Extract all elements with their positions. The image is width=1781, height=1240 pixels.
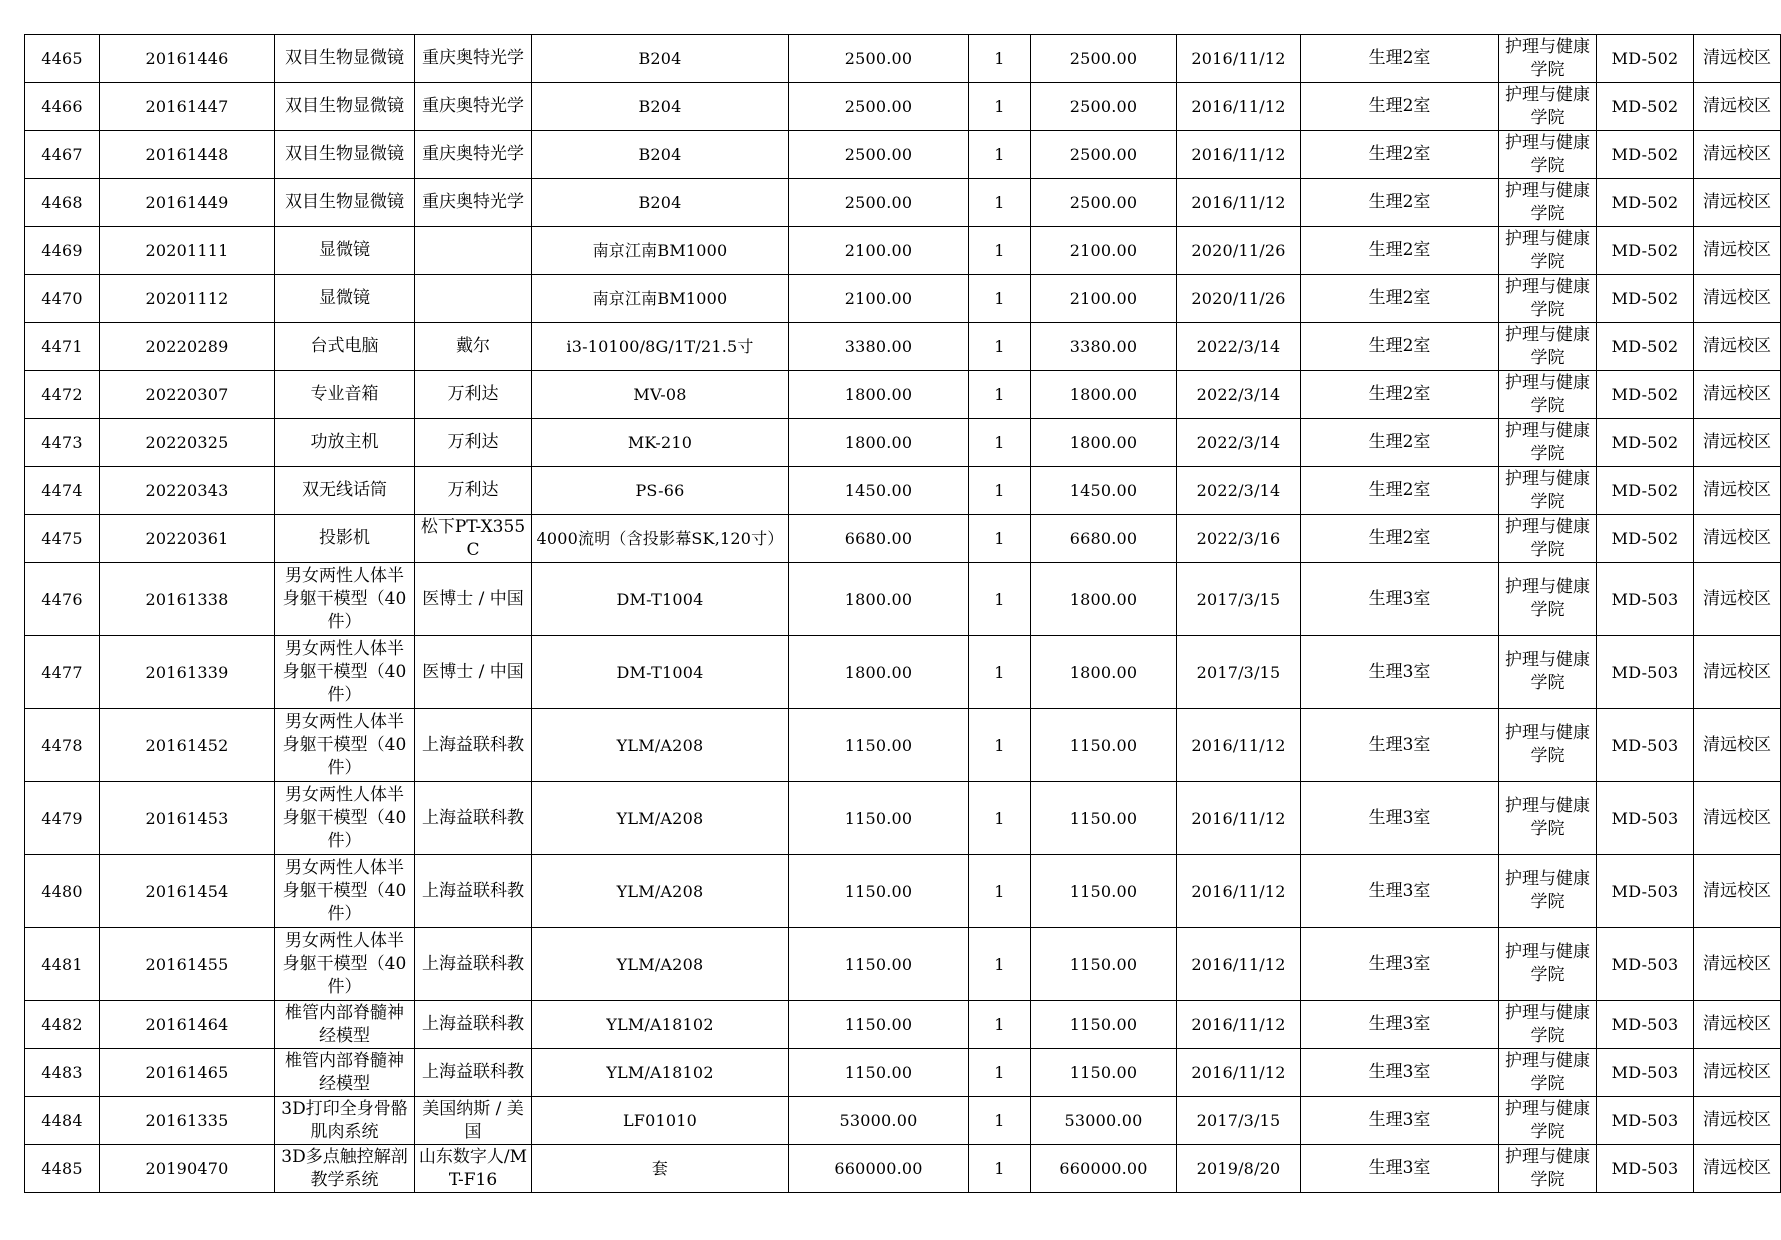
name-cell: 男女两性人体半身躯干模型（40件） bbox=[275, 709, 415, 782]
dept-cell: 护理与健康学院 bbox=[1499, 782, 1597, 855]
table-row bbox=[25, 1049, 1781, 1097]
asset-no-cell: 20220307 bbox=[100, 371, 275, 419]
dept-cell: 护理与健康学院 bbox=[1499, 515, 1597, 563]
campus-cell: 清远校区 bbox=[1694, 782, 1781, 855]
brand-cell: 上海益联科教 bbox=[415, 928, 532, 1001]
model-cell: PS-66 bbox=[532, 467, 789, 515]
unit-price-cell: 1800.00 bbox=[789, 419, 969, 467]
amount-cell: 2500.00 bbox=[1031, 35, 1177, 83]
unit-price-cell: 2500.00 bbox=[789, 131, 969, 179]
campus-cell: 清远校区 bbox=[1694, 323, 1781, 371]
name-cell: 椎管内部脊髓神经模型 bbox=[275, 1049, 415, 1097]
dept-cell: 护理与健康学院 bbox=[1499, 1145, 1597, 1193]
unit-price-cell: 1150.00 bbox=[789, 1001, 969, 1049]
table-row bbox=[25, 1001, 1781, 1049]
brand-cell: 重庆奥特光学 bbox=[415, 83, 532, 131]
name-cell: 双目生物显微镜 bbox=[275, 35, 415, 83]
model-cell: B204 bbox=[532, 83, 789, 131]
room-cell: 生理2室 bbox=[1301, 419, 1499, 467]
qty-cell: 1 bbox=[969, 323, 1031, 371]
asset-no-cell: 20161339 bbox=[100, 636, 275, 709]
asset-no-cell: 20161447 bbox=[100, 83, 275, 131]
location-cell: MD-503 bbox=[1597, 563, 1694, 636]
room-cell: 生理3室 bbox=[1301, 1049, 1499, 1097]
qty-cell: 1 bbox=[969, 1097, 1031, 1145]
unit-price-cell: 1800.00 bbox=[789, 371, 969, 419]
seq-cell: 4483 bbox=[25, 1049, 100, 1097]
amount-cell: 1800.00 bbox=[1031, 419, 1177, 467]
location-cell: MD-502 bbox=[1597, 419, 1694, 467]
brand-cell: 重庆奥特光学 bbox=[415, 179, 532, 227]
room-cell: 生理2室 bbox=[1301, 467, 1499, 515]
date-cell: 2017/3/15 bbox=[1177, 1097, 1301, 1145]
asset-no-cell: 20161335 bbox=[100, 1097, 275, 1145]
model-cell: DM-T1004 bbox=[532, 636, 789, 709]
qty-cell: 1 bbox=[969, 855, 1031, 928]
qty-cell: 1 bbox=[969, 928, 1031, 1001]
model-cell: MK-210 bbox=[532, 419, 789, 467]
seq-cell: 4475 bbox=[25, 515, 100, 563]
model-cell: 4000流明（含投影幕SK,120寸） bbox=[532, 515, 789, 563]
campus-cell: 清远校区 bbox=[1694, 419, 1781, 467]
room-cell: 生理3室 bbox=[1301, 563, 1499, 636]
location-cell: MD-503 bbox=[1597, 855, 1694, 928]
name-cell: 台式电脑 bbox=[275, 323, 415, 371]
brand-cell: 万利达 bbox=[415, 371, 532, 419]
qty-cell: 1 bbox=[969, 83, 1031, 131]
dept-cell: 护理与健康学院 bbox=[1499, 636, 1597, 709]
location-cell: MD-502 bbox=[1597, 35, 1694, 83]
model-cell: B204 bbox=[532, 35, 789, 83]
room-cell: 生理2室 bbox=[1301, 275, 1499, 323]
date-cell: 2016/11/12 bbox=[1177, 179, 1301, 227]
unit-price-cell: 1150.00 bbox=[789, 855, 969, 928]
room-cell: 生理3室 bbox=[1301, 709, 1499, 782]
asset-no-cell: 20161454 bbox=[100, 855, 275, 928]
seq-cell: 4466 bbox=[25, 83, 100, 131]
room-cell: 生理3室 bbox=[1301, 1001, 1499, 1049]
seq-cell: 4474 bbox=[25, 467, 100, 515]
unit-price-cell: 2500.00 bbox=[789, 35, 969, 83]
dept-cell: 护理与健康学院 bbox=[1499, 275, 1597, 323]
seq-cell: 4484 bbox=[25, 1097, 100, 1145]
asset-no-cell: 20161446 bbox=[100, 35, 275, 83]
name-cell: 男女两性人体半身躯干模型（40件） bbox=[275, 928, 415, 1001]
amount-cell: 1150.00 bbox=[1031, 709, 1177, 782]
location-cell: MD-502 bbox=[1597, 371, 1694, 419]
campus-cell: 清远校区 bbox=[1694, 515, 1781, 563]
qty-cell: 1 bbox=[969, 371, 1031, 419]
unit-price-cell: 1150.00 bbox=[789, 782, 969, 855]
table-row bbox=[25, 35, 1781, 83]
dept-cell: 护理与健康学院 bbox=[1499, 467, 1597, 515]
campus-cell: 清远校区 bbox=[1694, 636, 1781, 709]
unit-price-cell: 1800.00 bbox=[789, 563, 969, 636]
seq-cell: 4477 bbox=[25, 636, 100, 709]
date-cell: 2019/8/20 bbox=[1177, 1145, 1301, 1193]
table-row bbox=[25, 83, 1781, 131]
amount-cell: 1450.00 bbox=[1031, 467, 1177, 515]
campus-cell: 清远校区 bbox=[1694, 1145, 1781, 1193]
location-cell: MD-502 bbox=[1597, 323, 1694, 371]
asset-table bbox=[24, 34, 1781, 1193]
table-row bbox=[25, 928, 1781, 1001]
dept-cell: 护理与健康学院 bbox=[1499, 563, 1597, 636]
location-cell: MD-503 bbox=[1597, 1001, 1694, 1049]
table-row bbox=[25, 371, 1781, 419]
date-cell: 2020/11/26 bbox=[1177, 227, 1301, 275]
seq-cell: 4478 bbox=[25, 709, 100, 782]
location-cell: MD-503 bbox=[1597, 636, 1694, 709]
campus-cell: 清远校区 bbox=[1694, 131, 1781, 179]
location-cell: MD-503 bbox=[1597, 1097, 1694, 1145]
asset-no-cell: 20201111 bbox=[100, 227, 275, 275]
table-row bbox=[25, 179, 1781, 227]
model-cell: LF01010 bbox=[532, 1097, 789, 1145]
dept-cell: 护理与健康学院 bbox=[1499, 928, 1597, 1001]
date-cell: 2016/11/12 bbox=[1177, 709, 1301, 782]
table-row bbox=[25, 782, 1781, 855]
date-cell: 2017/3/15 bbox=[1177, 636, 1301, 709]
unit-price-cell: 1150.00 bbox=[789, 709, 969, 782]
amount-cell: 660000.00 bbox=[1031, 1145, 1177, 1193]
dept-cell: 护理与健康学院 bbox=[1499, 131, 1597, 179]
amount-cell: 1150.00 bbox=[1031, 1049, 1177, 1097]
model-cell: B204 bbox=[532, 131, 789, 179]
name-cell: 显微镜 bbox=[275, 275, 415, 323]
campus-cell: 清远校区 bbox=[1694, 371, 1781, 419]
location-cell: MD-503 bbox=[1597, 1145, 1694, 1193]
amount-cell: 6680.00 bbox=[1031, 515, 1177, 563]
name-cell: 投影机 bbox=[275, 515, 415, 563]
room-cell: 生理2室 bbox=[1301, 131, 1499, 179]
amount-cell: 2100.00 bbox=[1031, 227, 1177, 275]
qty-cell: 1 bbox=[969, 275, 1031, 323]
qty-cell: 1 bbox=[969, 1145, 1031, 1193]
unit-price-cell: 6680.00 bbox=[789, 515, 969, 563]
campus-cell: 清远校区 bbox=[1694, 563, 1781, 636]
amount-cell: 2500.00 bbox=[1031, 131, 1177, 179]
dept-cell: 护理与健康学院 bbox=[1499, 35, 1597, 83]
date-cell: 2016/11/12 bbox=[1177, 83, 1301, 131]
model-cell: YLM/A208 bbox=[532, 782, 789, 855]
unit-price-cell: 3380.00 bbox=[789, 323, 969, 371]
seq-cell: 4470 bbox=[25, 275, 100, 323]
location-cell: MD-503 bbox=[1597, 928, 1694, 1001]
room-cell: 生理2室 bbox=[1301, 515, 1499, 563]
qty-cell: 1 bbox=[969, 709, 1031, 782]
unit-price-cell: 1450.00 bbox=[789, 467, 969, 515]
brand-cell: 万利达 bbox=[415, 419, 532, 467]
model-cell: YLM/A208 bbox=[532, 855, 789, 928]
brand-cell: 松下PT-X355C bbox=[415, 515, 532, 563]
seq-cell: 4479 bbox=[25, 782, 100, 855]
name-cell: 双无线话筒 bbox=[275, 467, 415, 515]
amount-cell: 3380.00 bbox=[1031, 323, 1177, 371]
brand-cell: 重庆奥特光学 bbox=[415, 131, 532, 179]
location-cell: MD-503 bbox=[1597, 1049, 1694, 1097]
amount-cell: 1800.00 bbox=[1031, 636, 1177, 709]
asset-no-cell: 20201112 bbox=[100, 275, 275, 323]
unit-price-cell: 1150.00 bbox=[789, 928, 969, 1001]
name-cell: 3D打印全身骨骼肌肉系统 bbox=[275, 1097, 415, 1145]
asset-no-cell: 20220289 bbox=[100, 323, 275, 371]
date-cell: 2016/11/12 bbox=[1177, 782, 1301, 855]
campus-cell: 清远校区 bbox=[1694, 467, 1781, 515]
room-cell: 生理2室 bbox=[1301, 371, 1499, 419]
model-cell: 套 bbox=[532, 1145, 789, 1193]
asset-no-cell: 20161453 bbox=[100, 782, 275, 855]
asset-no-cell: 20161464 bbox=[100, 1001, 275, 1049]
asset-no-cell: 20190470 bbox=[100, 1145, 275, 1193]
campus-cell: 清远校区 bbox=[1694, 709, 1781, 782]
model-cell: 南京江南BM1000 bbox=[532, 275, 789, 323]
name-cell: 双目生物显微镜 bbox=[275, 131, 415, 179]
campus-cell: 清远校区 bbox=[1694, 227, 1781, 275]
campus-cell: 清远校区 bbox=[1694, 928, 1781, 1001]
asset-no-cell: 20161455 bbox=[100, 928, 275, 1001]
date-cell: 2016/11/12 bbox=[1177, 35, 1301, 83]
date-cell: 2016/11/12 bbox=[1177, 1001, 1301, 1049]
name-cell: 双目生物显微镜 bbox=[275, 83, 415, 131]
table-row bbox=[25, 515, 1781, 563]
campus-cell: 清远校区 bbox=[1694, 1049, 1781, 1097]
seq-cell: 4485 bbox=[25, 1145, 100, 1193]
seq-cell: 4469 bbox=[25, 227, 100, 275]
asset-no-cell: 20161448 bbox=[100, 131, 275, 179]
dept-cell: 护理与健康学院 bbox=[1499, 419, 1597, 467]
qty-cell: 1 bbox=[969, 563, 1031, 636]
location-cell: MD-502 bbox=[1597, 179, 1694, 227]
seq-cell: 4468 bbox=[25, 179, 100, 227]
name-cell: 专业音箱 bbox=[275, 371, 415, 419]
date-cell: 2022/3/14 bbox=[1177, 371, 1301, 419]
date-cell: 2016/11/12 bbox=[1177, 928, 1301, 1001]
amount-cell: 2100.00 bbox=[1031, 275, 1177, 323]
amount-cell: 1800.00 bbox=[1031, 563, 1177, 636]
dept-cell: 护理与健康学院 bbox=[1499, 83, 1597, 131]
qty-cell: 1 bbox=[969, 636, 1031, 709]
table-row bbox=[25, 709, 1781, 782]
amount-cell: 1150.00 bbox=[1031, 855, 1177, 928]
room-cell: 生理3室 bbox=[1301, 782, 1499, 855]
qty-cell: 1 bbox=[969, 179, 1031, 227]
qty-cell: 1 bbox=[969, 1001, 1031, 1049]
brand-cell: 医博士 / 中国 bbox=[415, 636, 532, 709]
amount-cell: 2500.00 bbox=[1031, 179, 1177, 227]
table-row bbox=[25, 467, 1781, 515]
brand-cell: 美国纳斯 / 美国 bbox=[415, 1097, 532, 1145]
amount-cell: 1150.00 bbox=[1031, 1001, 1177, 1049]
location-cell: MD-503 bbox=[1597, 782, 1694, 855]
room-cell: 生理3室 bbox=[1301, 928, 1499, 1001]
seq-cell: 4482 bbox=[25, 1001, 100, 1049]
table-row bbox=[25, 275, 1781, 323]
brand-cell: 上海益联科教 bbox=[415, 1049, 532, 1097]
location-cell: MD-503 bbox=[1597, 709, 1694, 782]
qty-cell: 1 bbox=[969, 131, 1031, 179]
room-cell: 生理2室 bbox=[1301, 83, 1499, 131]
room-cell: 生理3室 bbox=[1301, 1145, 1499, 1193]
qty-cell: 1 bbox=[969, 467, 1031, 515]
qty-cell: 1 bbox=[969, 1049, 1031, 1097]
seq-cell: 4480 bbox=[25, 855, 100, 928]
model-cell: MV-08 bbox=[532, 371, 789, 419]
seq-cell: 4471 bbox=[25, 323, 100, 371]
table-row bbox=[25, 1145, 1781, 1193]
table-row bbox=[25, 855, 1781, 928]
dept-cell: 护理与健康学院 bbox=[1499, 371, 1597, 419]
asset-no-cell: 20220361 bbox=[100, 515, 275, 563]
date-cell: 2022/3/16 bbox=[1177, 515, 1301, 563]
asset-no-cell: 20220343 bbox=[100, 467, 275, 515]
dept-cell: 护理与健康学院 bbox=[1499, 1097, 1597, 1145]
amount-cell: 53000.00 bbox=[1031, 1097, 1177, 1145]
dept-cell: 护理与健康学院 bbox=[1499, 709, 1597, 782]
room-cell: 生理2室 bbox=[1301, 227, 1499, 275]
brand-cell bbox=[415, 227, 532, 275]
table-row bbox=[25, 563, 1781, 636]
asset-no-cell: 20161452 bbox=[100, 709, 275, 782]
name-cell: 男女两性人体半身躯干模型（40件） bbox=[275, 855, 415, 928]
unit-price-cell: 2500.00 bbox=[789, 179, 969, 227]
table-row bbox=[25, 131, 1781, 179]
campus-cell: 清远校区 bbox=[1694, 1001, 1781, 1049]
location-cell: MD-502 bbox=[1597, 83, 1694, 131]
dept-cell: 护理与健康学院 bbox=[1499, 227, 1597, 275]
seq-cell: 4476 bbox=[25, 563, 100, 636]
brand-cell: 山东数字人/MT-F16 bbox=[415, 1145, 532, 1193]
location-cell: MD-502 bbox=[1597, 131, 1694, 179]
qty-cell: 1 bbox=[969, 515, 1031, 563]
room-cell: 生理2室 bbox=[1301, 179, 1499, 227]
model-cell: YLM/A18102 bbox=[532, 1001, 789, 1049]
campus-cell: 清远校区 bbox=[1694, 275, 1781, 323]
name-cell: 3D多点触控解剖教学系统 bbox=[275, 1145, 415, 1193]
model-cell: DM-T1004 bbox=[532, 563, 789, 636]
unit-price-cell: 1150.00 bbox=[789, 1049, 969, 1097]
seq-cell: 4473 bbox=[25, 419, 100, 467]
name-cell: 功放主机 bbox=[275, 419, 415, 467]
table-row bbox=[25, 323, 1781, 371]
unit-price-cell: 2100.00 bbox=[789, 275, 969, 323]
dept-cell: 护理与健康学院 bbox=[1499, 179, 1597, 227]
location-cell: MD-502 bbox=[1597, 275, 1694, 323]
dept-cell: 护理与健康学院 bbox=[1499, 1049, 1597, 1097]
asset-no-cell: 20161338 bbox=[100, 563, 275, 636]
table-row bbox=[25, 1097, 1781, 1145]
date-cell: 2022/3/14 bbox=[1177, 467, 1301, 515]
amount-cell: 2500.00 bbox=[1031, 83, 1177, 131]
unit-price-cell: 1800.00 bbox=[789, 636, 969, 709]
brand-cell: 上海益联科教 bbox=[415, 709, 532, 782]
name-cell: 双目生物显微镜 bbox=[275, 179, 415, 227]
table-row bbox=[25, 227, 1781, 275]
room-cell: 生理2室 bbox=[1301, 35, 1499, 83]
name-cell: 显微镜 bbox=[275, 227, 415, 275]
name-cell: 男女两性人体半身躯干模型（40件） bbox=[275, 782, 415, 855]
date-cell: 2022/3/14 bbox=[1177, 419, 1301, 467]
seq-cell: 4481 bbox=[25, 928, 100, 1001]
brand-cell: 上海益联科教 bbox=[415, 1001, 532, 1049]
name-cell: 椎管内部脊髓神经模型 bbox=[275, 1001, 415, 1049]
qty-cell: 1 bbox=[969, 419, 1031, 467]
model-cell: B204 bbox=[532, 179, 789, 227]
seq-cell: 4467 bbox=[25, 131, 100, 179]
room-cell: 生理3室 bbox=[1301, 1097, 1499, 1145]
date-cell: 2016/11/12 bbox=[1177, 1049, 1301, 1097]
table-row bbox=[25, 636, 1781, 709]
model-cell: YLM/A208 bbox=[532, 928, 789, 1001]
room-cell: 生理2室 bbox=[1301, 323, 1499, 371]
unit-price-cell: 2500.00 bbox=[789, 83, 969, 131]
brand-cell: 戴尔 bbox=[415, 323, 532, 371]
asset-no-cell: 20220325 bbox=[100, 419, 275, 467]
qty-cell: 1 bbox=[969, 35, 1031, 83]
amount-cell: 1150.00 bbox=[1031, 928, 1177, 1001]
model-cell: 南京江南BM1000 bbox=[532, 227, 789, 275]
dept-cell: 护理与健康学院 bbox=[1499, 1001, 1597, 1049]
brand-cell: 上海益联科教 bbox=[415, 855, 532, 928]
asset-no-cell: 20161465 bbox=[100, 1049, 275, 1097]
room-cell: 生理3室 bbox=[1301, 855, 1499, 928]
campus-cell: 清远校区 bbox=[1694, 35, 1781, 83]
campus-cell: 清远校区 bbox=[1694, 179, 1781, 227]
model-cell: YLM/A208 bbox=[532, 709, 789, 782]
date-cell: 2016/11/12 bbox=[1177, 855, 1301, 928]
date-cell: 2017/3/15 bbox=[1177, 563, 1301, 636]
seq-cell: 4472 bbox=[25, 371, 100, 419]
dept-cell: 护理与健康学院 bbox=[1499, 855, 1597, 928]
model-cell: i3-10100/8G/1T/21.5寸 bbox=[532, 323, 789, 371]
location-cell: MD-502 bbox=[1597, 467, 1694, 515]
location-cell: MD-502 bbox=[1597, 227, 1694, 275]
brand-cell: 重庆奥特光学 bbox=[415, 35, 532, 83]
campus-cell: 清远校区 bbox=[1694, 1097, 1781, 1145]
room-cell: 生理3室 bbox=[1301, 636, 1499, 709]
campus-cell: 清远校区 bbox=[1694, 83, 1781, 131]
dept-cell: 护理与健康学院 bbox=[1499, 323, 1597, 371]
date-cell: 2022/3/14 bbox=[1177, 323, 1301, 371]
name-cell: 男女两性人体半身躯干模型（40件） bbox=[275, 563, 415, 636]
amount-cell: 1800.00 bbox=[1031, 371, 1177, 419]
seq-cell: 4465 bbox=[25, 35, 100, 83]
unit-price-cell: 2100.00 bbox=[789, 227, 969, 275]
date-cell: 2016/11/12 bbox=[1177, 131, 1301, 179]
qty-cell: 1 bbox=[969, 227, 1031, 275]
campus-cell: 清远校区 bbox=[1694, 855, 1781, 928]
qty-cell: 1 bbox=[969, 782, 1031, 855]
unit-price-cell: 660000.00 bbox=[789, 1145, 969, 1193]
model-cell: YLM/A18102 bbox=[532, 1049, 789, 1097]
brand-cell: 上海益联科教 bbox=[415, 782, 532, 855]
asset-no-cell: 20161449 bbox=[100, 179, 275, 227]
table-row bbox=[25, 419, 1781, 467]
brand-cell: 医博士 / 中国 bbox=[415, 563, 532, 636]
name-cell: 男女两性人体半身躯干模型（40件） bbox=[275, 636, 415, 709]
amount-cell: 1150.00 bbox=[1031, 782, 1177, 855]
brand-cell: 万利达 bbox=[415, 467, 532, 515]
date-cell: 2020/11/26 bbox=[1177, 275, 1301, 323]
unit-price-cell: 53000.00 bbox=[789, 1097, 969, 1145]
brand-cell bbox=[415, 275, 532, 323]
location-cell: MD-502 bbox=[1597, 515, 1694, 563]
